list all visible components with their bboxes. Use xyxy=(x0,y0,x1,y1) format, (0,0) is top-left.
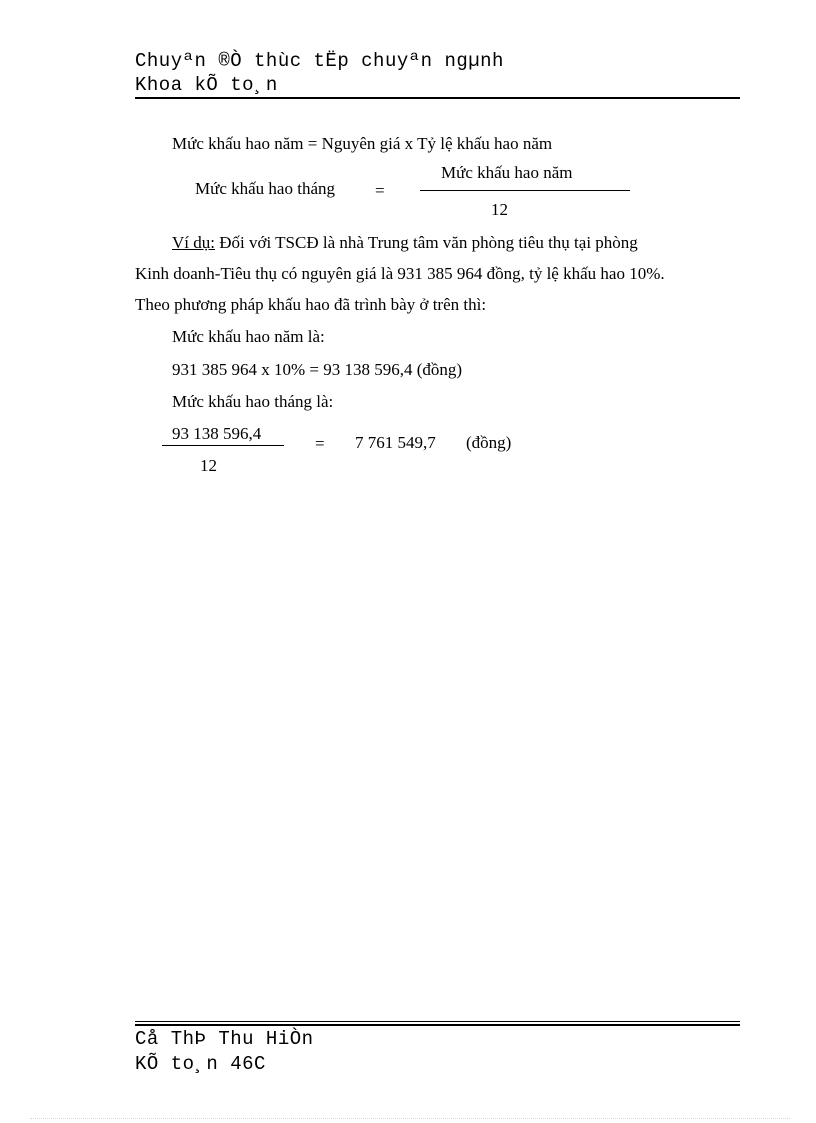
footer-rule-thick xyxy=(135,1024,740,1026)
monthly-formula-equals: = xyxy=(375,181,385,200)
monthly-amount-numerator: 93 138 596,4 xyxy=(172,424,262,443)
example-label: Ví dụ: xyxy=(172,233,215,252)
annual-amount-label: Mức khấu hao năm là: xyxy=(172,327,325,346)
monthly-formula-denominator: 12 xyxy=(491,200,508,219)
example-paragraph-line-3: Theo phương pháp khấu hao đã trình bày ở trên thì: xyxy=(135,295,487,314)
monthly-amount-denominator: 12 xyxy=(200,456,217,475)
example-paragraph-line-1 xyxy=(135,227,740,258)
monthly-amount-equals: = xyxy=(315,434,325,453)
annual-amount-calculation: 931 385 964 x 10% = 93 138 596,4 (đồng) xyxy=(172,360,463,379)
footer-author: Cå ThÞ Thu HiÒn xyxy=(135,1028,314,1050)
footer-class: KÕ to¸n 46C xyxy=(135,1053,266,1075)
header-title: Chuyªn ®Ò thùc tËp chuyªn ngµnh xyxy=(135,50,504,72)
footer-rule-thin xyxy=(135,1021,740,1022)
example-paragraph-line-2: Kinh doanh-Tiêu thụ có nguyên giá là 931 385 964 đồng, tỷ lệ khấu hao 10%. xyxy=(135,264,665,283)
monthly-amount-fraction-bar xyxy=(162,445,284,446)
monthly-formula-numerator: Mức khấu hao năm xyxy=(441,163,573,182)
monthly-amount-label: Mức khấu hao tháng là: xyxy=(172,392,334,411)
header-department: Khoa kÕ to¸n xyxy=(135,74,278,96)
annual-depreciation-formula: Mức khấu hao năm = Nguyên giá x Tỷ lệ khấu hao năm xyxy=(172,134,553,153)
header-rule xyxy=(135,97,740,99)
monthly-amount-result: 7 761 549,7 xyxy=(355,433,436,452)
example-paragraph-lead: Đối với TSCĐ là nhà Trung tâm văn phòng tiêu thụ tại phòng xyxy=(214,233,638,252)
monthly-formula-label: Mức khấu hao tháng xyxy=(195,179,335,198)
monthly-formula-fraction-bar xyxy=(420,190,630,191)
monthly-amount-unit: (đồng) xyxy=(466,433,512,452)
page-bottom-border xyxy=(30,1118,790,1119)
